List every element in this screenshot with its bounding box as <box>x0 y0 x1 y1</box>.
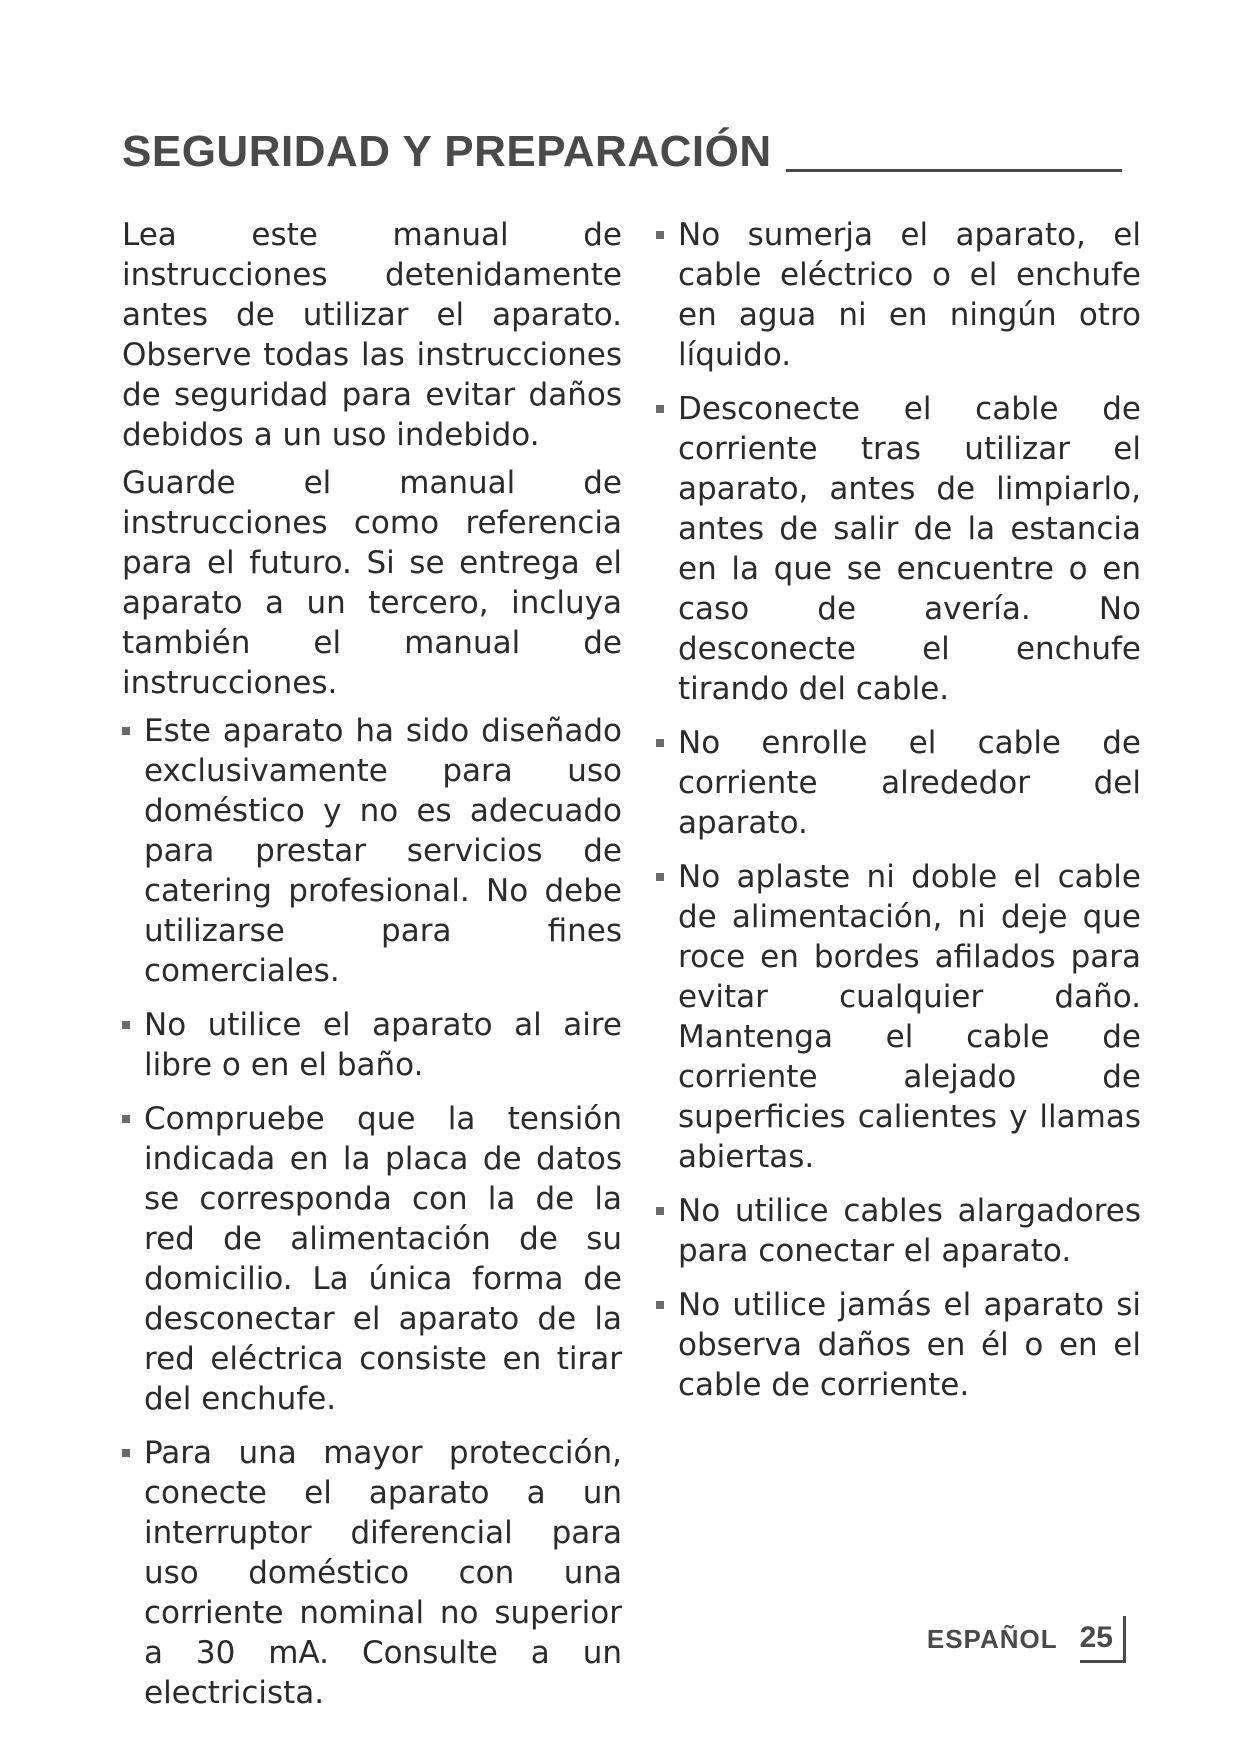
square-bullet-icon <box>656 231 664 239</box>
list-item <box>122 1433 622 1713</box>
list-item-text: No enrolle el cable de corriente alrededor del aparato. <box>678 725 1141 841</box>
list-item-text: No utilice el aparato al aire libre o en el baño. <box>144 1007 622 1083</box>
list-item <box>122 1099 622 1419</box>
right-column <box>656 215 1141 1419</box>
list-item <box>656 1285 1141 1405</box>
square-bullet-icon <box>122 1021 130 1029</box>
list-item <box>656 215 1141 375</box>
square-bullet-icon <box>656 1301 664 1309</box>
manual-keep-paragraph: Guarde el manual de instrucciones como referencia para el futuro. Si se entrega el aparato a un tercero, incluya también el manual de instrucciones. <box>122 465 622 701</box>
page-header <box>122 118 1122 174</box>
list-item-text: No sumerja el aparato, el cable eléctrico o el enchufe en agua ni en ningún otro líquido. <box>678 217 1141 373</box>
square-bullet-icon <box>656 1207 664 1215</box>
list-item-text: No utilice jamás el aparato si observa daños en él o en el cable de corriente. <box>678 1287 1141 1403</box>
right-bullet-list <box>656 215 1141 1405</box>
list-item-text: Compruebe que la tensión indicada en la placa de datos se corresponda con la de la red de alimentación de su domicilio. La única forma de desconectar el aparato de la red eléctrica consiste en tirar del enchufe. <box>144 1101 622 1417</box>
list-item <box>122 711 622 991</box>
square-bullet-icon <box>656 873 664 881</box>
square-bullet-icon <box>122 1449 130 1457</box>
left-column <box>122 215 622 1727</box>
intro-paragraph: Lea este manual de instrucciones detenidamente antes de utilizar el aparato. Observe todas las instrucciones de seguridad para evitar daños debidos a un uso indebido. <box>122 217 622 453</box>
square-bullet-icon <box>656 739 664 747</box>
list-item <box>656 857 1141 1177</box>
list-item <box>122 1005 622 1085</box>
page-footer <box>900 1614 1126 1664</box>
list-item-text: No utilice cables alargadores para conectar el aparato. <box>678 1193 1141 1269</box>
list-item <box>656 1191 1141 1271</box>
square-bullet-icon <box>656 405 664 413</box>
left-bullet-list <box>122 711 622 1713</box>
page-number: 25 <box>1080 1616 1126 1663</box>
list-item-text: Desconecte el cable de corriente tras utilizar el aparato, antes de limpiarlo, antes de salir de la estancia en la que se encuentre o en caso de avería. No desconecte el enchufe tirando del cable. <box>678 391 1141 707</box>
square-bullet-icon <box>122 727 130 735</box>
footer-language: ESPAÑOL <box>926 1623 1058 1654</box>
list-item-text: Para una mayor protección, conecte el aparato a un interruptor diferencial para uso doméstico con una corriente nominal no superior a 30 mA. Consulte a un electricista. <box>144 1435 622 1711</box>
list-item <box>656 723 1141 843</box>
list-item-text: Este aparato ha sido diseñado exclusivamente para uso doméstico y no es adecuado para prestar servicios de catering profesional. No debe utilizarse para fines comerciales. <box>144 713 622 989</box>
list-item-text: No aplaste ni doble el cable de alimentación, ni deje que roce en bordes afilados para evitar cualquier daño. Mantenga el cable de corriente alejado de superficies calientes y llamas abiertas. <box>678 859 1141 1175</box>
square-bullet-icon <box>122 1115 130 1123</box>
page-title: SEGURIDAD Y PREPARACIÓN <box>122 127 772 176</box>
title-rule <box>786 169 1122 172</box>
list-item <box>656 389 1141 709</box>
